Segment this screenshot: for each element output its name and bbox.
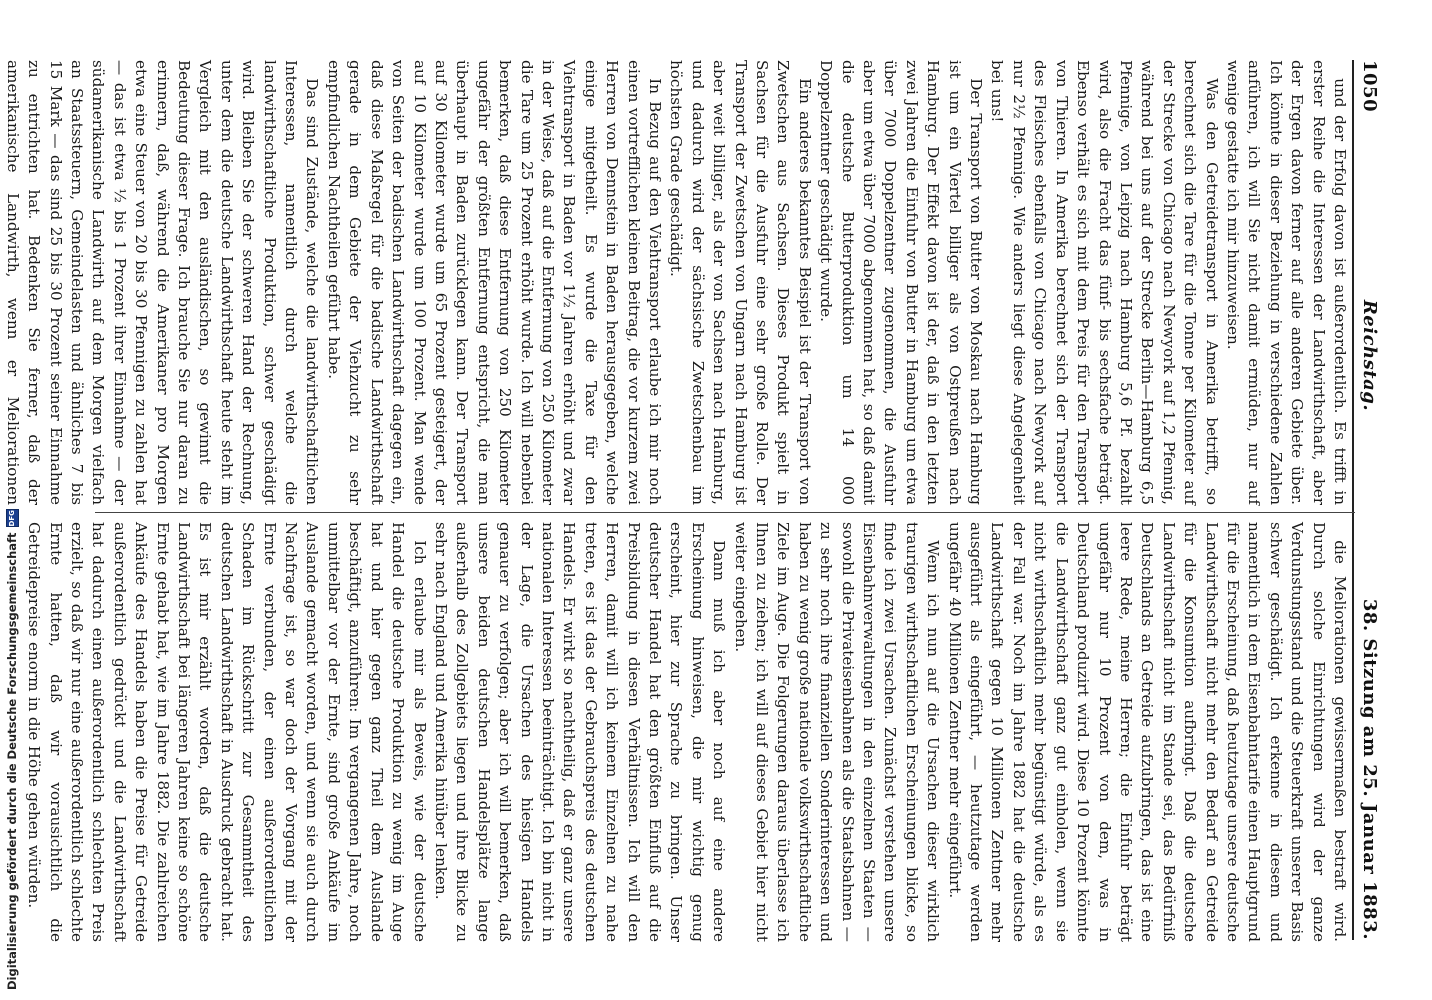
paragraph: die Meliorationen gewissermaßen bestraft wird. Durch solche Einrichtungen wird der ganze Verdunstungsstand und die Steuerkraft unserer Basis schwer geschädigt. Ich erkenne in diesem und namentlich in dem Eisenbahntarife einen Hauptgrund für die Erscheinung, daß heutzutage unsere deutsche Landwirthschaft nicht mehr den Bedarf an Getreide für die Konsumtion aufbringt. Daß die deutsche Landwirthschaft nicht im Stande sei, das Bedürfniß Deutschlands an Getreide aufzubringen, das ist eine leere Rede, meine Herren; die Einfuhr beträgt ungefähr nur 10 Prozent von dem, was in Deutschland produzirt wird. Diese 10 Prozent könnte die Landwirthschaft ganz gut einholen, wenn sie nicht wirthschaftlich mehr begünstigt würde, als es der Fall war. Noch im Jahre 1882 hat die deutsche Landwirthschaft gegen 10 Millionen Zentner mehr ausgeführt als eingeführt, — heutzutage werden ungefähr 40 Millionen Zentner mehr eingeführt. [945,522,1349,942]
paragraph: Ich erlaube mir als Beweis, wie der deutsche Handel die deutsche Produktion zu wenig im Auge hat und hier gegen ganz Theil dem Auslande beschäftigt, anzuführen: Im vergangenen Jahre, noch unmittelbar vor der Ernte, sind große Ankäufe im Auslande gemacht worden, und wenn sie auch durch Nachfrage ist, so war doch der Vorgang mit der Ernte verbunden, der einen außerordentlichen Schaden im Rückschritt zur Gesammtheit des deutschen Landwirthschaft in Ausdruck gebracht hat. Es ist mir erzählt worden, daß die deutsche Landwirthschaft bei längeren Jahren keine so schöne Ernte gehabt hat, wie im Jahre 1882. Die zahlreichen Ankäufe des Handels haben die Preise für Getreide außerordentlich gedrückt und die Landwirthschaft hat dadurch einen außerordentlich schlechten Preis erzielt, so daß wir nur eine außerordentlich schlechte Ernte hatten, daß wir vorausichtlich die Getreidepreise enorm in die Höhe gehen würden. [25,522,429,942]
session-title: 38. Sitzung am 25. Januar 1883. [1359,598,1380,940]
paragraph: Wenn ich nun auf die Ursachen dieser wirklich traurigen wirthschaftlichen Erscheinungen blicke, so finde ich zwei Ursachen. Zunächst verstehen unsere Eisenbahnverwaltungen in den einzelnen Staaten — sowohl die Privateisenbahnen als die Staatsbahnen — zu sehr noch ihre finanziellen Sonderinteressen und haben zu wenig große nationale volkswirthschaftliche Ziele im Auge. Die Folgerungen daraus überlasse ich Ihnen zu ziehen; ich will auf dieses Gebiet hier nicht weiter eingehen. [731,522,943,942]
text-column-left [3,60,1350,505]
paragraph: Ein anderes bekanntes Beispiel ist der Transport von Zwetschen aus Sachsen. Dieses Produkt spielt in Sachsen für die Ausfuhr eine sehr große Rolle. Der Transport der Zwetschen von Ungarn nach Hamburg ist aber weit billiger, als der von Sachsen nach Hamburg, und dadurch wird der sächsische Zwetschenbau im höchsten Grade geschädigt. [667,60,814,505]
text-column-right [25,522,1350,942]
page-header [1355,0,1405,1000]
running-title: Reichstag. [1359,299,1380,412]
header-line [1359,60,1380,940]
digitization-credit: Digitalisierung gefördert durch die Deutsche Forschungsgemeinschaft [5,532,19,990]
paragraph: Was den Getreidetransport in Amerika betrifft, so berechnet sich die Tare für die Tonne per Kilometer auf der Strecke von Chicago nach Newyork auf 1,2 Pfennig, während bei uns auf der Strecke Berlin—Hamburg 6,5 Pfennige, von Leipzig nach Hamburg 5,6 Pf. bezahlt wird, also die Fracht das fünf- bis sechsfache beträgt. Ebenso verhält es sich mit dem Preis für den Transport von Thieren. In Amerika berechnet sich der Transport des Fleisches ebenfalls von Chicago nach Newyork auf nur 2½ Pfennige. Wie anders liegt diese Angelegenheit bei uns! [988,60,1221,505]
digitization-footer [0,0,22,1000]
header-rule [1352,60,1354,940]
dfg-logo-icon: DFG [6,509,19,527]
column-text-right [23,522,1350,942]
paragraph: Das sind Zustände, welche die landwirthschaftlichen Interessen, namentlich durch welche die landwirthschaftliche Produktion, schwer geschädigt wird. Bleiben Sie der schweren Hand der Rechnung, unter dem die deutsche Landwirthschaft heute steht im Vergleich mit den ausländischen, so gewinnt die Bedeutung dieser Frage. Ich brauche Sie nur daran zu erinnern, daß, während die Amerikaner pro Morgen etwa eine Steuer von 20 bis 30 Pfennigen zu zahlen hat — das ist etwa ½ bis 1 Prozent ihrer Einnahme — der südamerikanische Landwirth auf dem Morgen vielfach an Staatssteuern, Gemeindelasten und ähnliches 7 bis 15 Mark — das sind 25 bis 30 Prozent seiner Einnahme zu entrichten hat. Bedenken Sie ferner, daß der amerikanische Landwirth, wenn er Meliorationen [3,60,322,505]
column-divider [95,512,1355,513]
page-number: 1050 [1359,60,1380,113]
paragraph: In Bezug auf den Viehtransport erlaube ich mir noch einen vortrefflichen kleinen Beitrag, die vor kurzem zwei Herren von Dennstein in Baden herausgegeben, welche einige mitgetheilt. Es wurde die Taxe für den Viehtransport in Baden vor 1½ Jahren erhöht und zwar in der Weise, daß auf die Entfernung von 250 Kilometer die Tare um 25 Prozent erhöht wurde. Ich will nebenbei bemerken, daß diese Entfernung von 250 Kilometer ungefähr der größten Entfernung entspricht, die man überhaupt in Baden zurücklegen kann. Der Transport auf 30 Kilometer wurde um 65 Prozent gesteigert, der auf 10 Kilometer wurde um 100 Prozent. Man wende von Seiten der badischen Landwirthschaft dagegen ein, daß diese Maßregel für die badische Landwirthschaft gerade in dem Gebiete der Viehzucht zu sehr empfindlichen Nachtheilen geführt habe. [324,60,664,505]
paragraph: Dann muß ich aber noch auf eine andere Erscheinung hinweisen, die mir wichtig genug erscheint, hier zur Sprache zu bringen. Unser deutscher Handel hat den größten Einfluß auf die Preisbildung in diesen Verhältnissen. Ich will den Herren, damit will ich keinem Einzelnen zu nahe treten, es ist das der Gebrauchspreis des deutschen Handels. Er wirkt so nachtheilig, daß er ganz unsere nationalen Interessen beeinträchtigt. Ich bin nicht in der Lage, die Ursachen des hiesigen Handels genauer zu verfolgen; aber ich will bemerken, daß unsere beiden deutschen Handelsplätze lange außerhalb des Zollgebiets liegen und ihre Blicke zu sehr nach England und Amerika hinüber lenken. [431,522,729,942]
footer-line [5,510,19,990]
paragraph: und der Erfolg davon ist außerordentlich. Es trifft in erster Reihe die Interessen der Landwirthschaft, aber der Ergen davon ferner auf alle anderen Gebiete über. Ich könnte in dieser Beziehung in verschiedene Zahlen anführen, ich will Sie nicht damit ermüden, nur auf wenige gestatte ich mir hinzuweisen. [1223,60,1349,505]
paragraph: Der Transport von Butter von Moskau nach Hamburg ist um ein Viertel billiger als von Ostpreußen nach Hamburg. Der Effekt davon ist der, daß in den letzten zwei Jahren die Einfuhr von Butter in Hamburg um etwa über 7000 Doppelzentner zugenommen, die Ausfuhr aber um etwa über 7000 abgenommen hat, so daß damit die deutsche Butterproduktion um 14 000 Doppelzentner geschädigt wurde. [817,60,986,505]
column-text-left [0,60,1350,505]
